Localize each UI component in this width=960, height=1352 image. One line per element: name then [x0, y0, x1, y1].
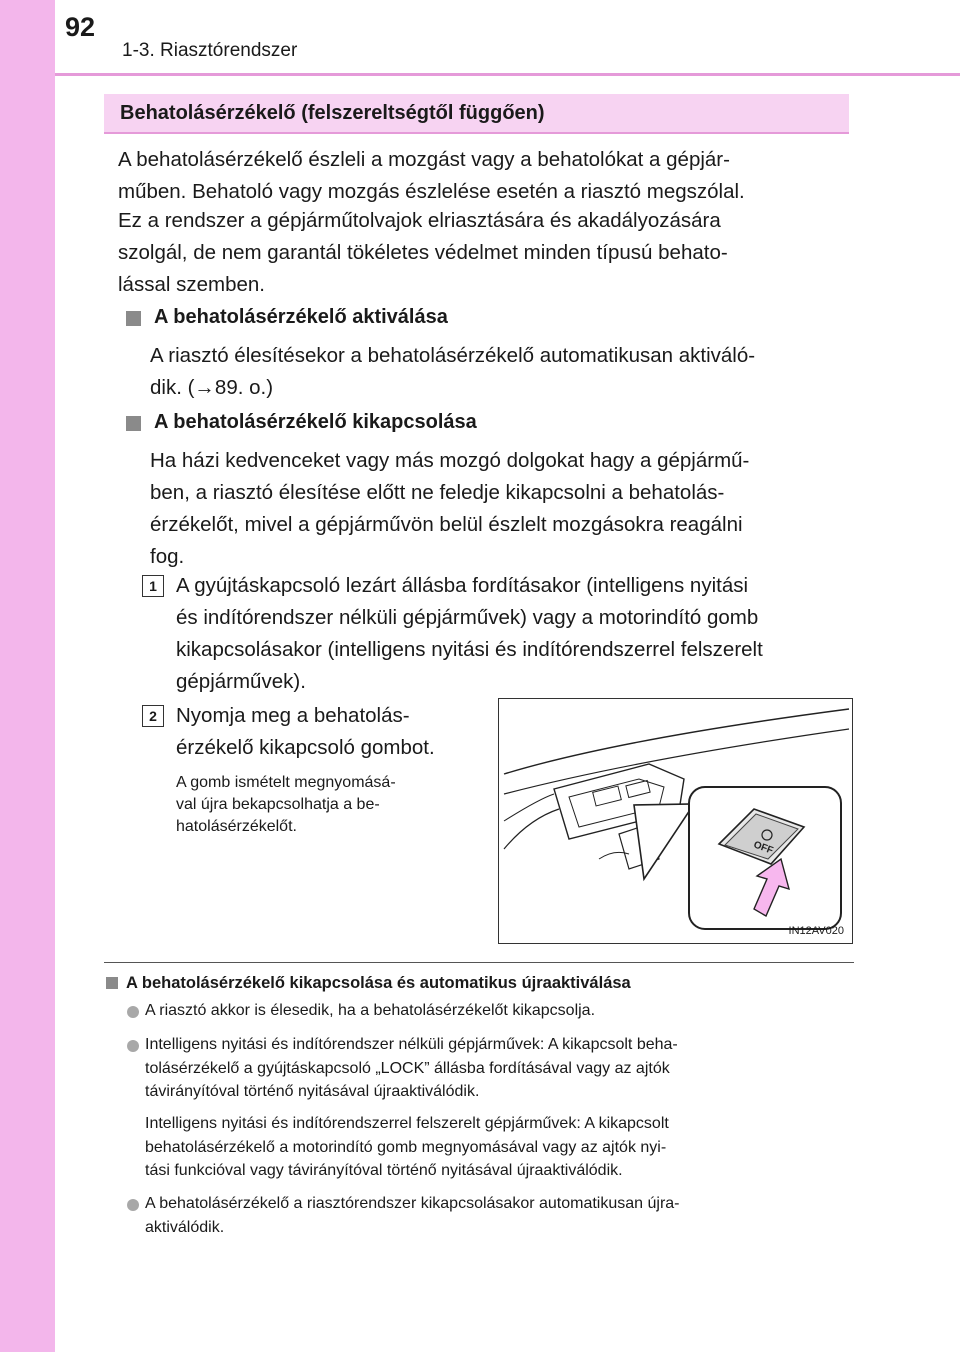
note-line: tolásérzékelő a gyújtáskapcsoló „LOCK” állásba fordításával vagy az ajtók [145, 1060, 670, 1077]
box-heading-underline [104, 132, 849, 134]
step-1-line: és indítórendszer nélküli gépjárművek) vagy a motorindító gomb [176, 606, 759, 629]
notes-heading: A behatolásérzékelő kikapcsolása és automatikus újraaktiválása [126, 974, 631, 992]
square-bullet-icon [126, 416, 141, 431]
page-number: 92 [65, 12, 96, 42]
box-heading: Behatolásérzékelő (felszereltségtől függően) [104, 94, 849, 132]
note-line: tási funkcióval vagy távirányítóval történő nyitásával újraaktiválódik. [145, 1162, 623, 1179]
off-button-label: OFF [751, 839, 775, 857]
step-1-line: kikapcsolásakor (intelligens nyitási és indítórendszerrel felszerelt [176, 638, 763, 661]
notes-divider [104, 962, 854, 963]
note-line: behatolásérzékelő a motorindító gomb megnyomásával vagy az ajtók nyi- [145, 1139, 667, 1156]
step-2-note-line: val újra bekapcsolhatja a be- [176, 796, 380, 813]
illustration-frame [498, 698, 853, 944]
round-bullet-icon [127, 1006, 139, 1018]
deactivation-line: fog. [150, 545, 185, 568]
activation-heading: A behatolásérzékelő aktiválása [154, 306, 448, 328]
step-number-badge: 1 [142, 575, 164, 597]
note-line: Intelligens nyitási és indítórendszer nélküli gépjárművek: A kikapcsolt beha- [145, 1036, 678, 1053]
step-1-line: gépjárművek). [176, 670, 306, 693]
square-bullet-icon [106, 977, 118, 989]
intro-line: műben. Behatoló vagy mozgás észlelése esetén a riasztó megszólal. [118, 180, 745, 203]
note-line: aktiválódik. [145, 1219, 225, 1236]
round-bullet-icon [127, 1040, 139, 1052]
step-2-line: érzékelő kikapcsoló gombot. [176, 736, 435, 759]
note-line: Intelligens nyitási és indítórendszerrel felszerelt gépjárművek: A kikapcsolt [145, 1115, 669, 1132]
intro-line: lással szemben. [118, 273, 265, 296]
figure-caption: IN12AV020 [788, 925, 844, 937]
step-2-line: Nyomja meg a behatolás- [176, 704, 410, 727]
note-line: A behatolásérzékelő a riasztórendszer kikapcsolásakor automatikusan újra- [145, 1195, 680, 1212]
intro-line: Ez a rendszer a gépjárműtolvajok elriasztására és akadályozására [118, 209, 721, 232]
deactivation-line: érzékelőt, mivel a gépjárművön belül észlelt mozgásokra reagálni [150, 513, 743, 536]
step-number-badge: 2 [142, 705, 164, 727]
activation-line: A riasztó élesítésekor a behatolásérzékelő automatikusan aktiváló- [150, 344, 756, 367]
square-bullet-icon [126, 311, 141, 326]
deactivation-line: Ha házi kedvenceket vagy más mozgó dolgokat hagy a gépjármű- [150, 449, 750, 472]
side-tab [0, 0, 55, 1352]
section-title: 1-3. Riasztórendszer [122, 40, 298, 61]
overhead-console-illustration [499, 699, 851, 942]
round-bullet-icon [127, 1199, 139, 1211]
activation-line: dik. (→89. o.) [150, 376, 274, 399]
deactivation-heading: A behatolásérzékelő kikapcsolása [154, 411, 477, 433]
header-divider [55, 73, 960, 76]
note-line: A riasztó akkor is élesedik, ha a behatolásérzékelőt kikapcsolja. [145, 1002, 596, 1019]
note-line: távirányítóval történő nyitásával újraaktiválódik. [145, 1083, 480, 1100]
step-2-note-line: hatolásérzékelőt. [176, 818, 297, 835]
intro-line: A behatolásérzékelő észleli a mozgást vagy a behatolókat a gépjár- [118, 148, 730, 171]
step-1-line: A gyújtáskapcsoló lezárt állásba fordításakor (intelligens nyitási [176, 574, 749, 597]
deactivation-line: ben, a riasztó élesítése előtt ne feledje kikapcsolni a behatolás- [150, 481, 725, 504]
intro-line: szolgál, de nem garantál tökéletes védelmet minden típusú behato- [118, 241, 728, 264]
step-2-note-line: A gomb ismételt megnyomásá- [176, 774, 396, 791]
